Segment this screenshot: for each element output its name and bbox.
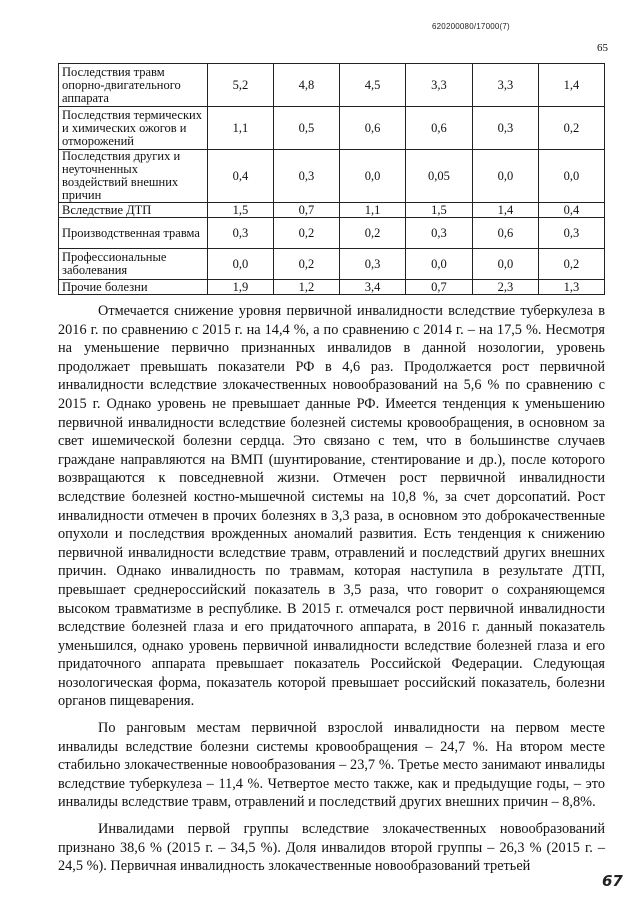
- table-cell: 0,0: [472, 150, 538, 203]
- table-cell: 0,3: [340, 249, 406, 280]
- table-row: [59, 218, 605, 249]
- table-cell: 0,6: [340, 107, 406, 150]
- table-cell: 3,3: [406, 64, 473, 107]
- row-label: Вследствие ДТП: [59, 203, 208, 218]
- table-cell: 0,0: [472, 249, 538, 280]
- table-row: [59, 280, 605, 295]
- table-cell: 0,0: [340, 150, 406, 203]
- table-cell: 0,4: [538, 203, 604, 218]
- table-cell: 0,0: [538, 150, 604, 203]
- table-cell: 1,9: [207, 280, 273, 295]
- table-cell: 3,3: [472, 64, 538, 107]
- table-cell: 0,2: [273, 218, 339, 249]
- table-cell: 3,4: [340, 280, 406, 295]
- table-cell: 0,3: [406, 218, 473, 249]
- table-cell: 0,2: [538, 249, 604, 280]
- row-label: Последствия травм опорно-двигательного аппарата: [59, 64, 208, 107]
- row-label: Последствия термических и химических ожогов и отморожений: [59, 107, 208, 150]
- paragraph-2: По ранговым местам первичной взрослой инвалидности на первом месте инвалиды вследствие болезни системы кровообращения – 24,7 %. На втором месте стабильно злокачественные новообразования – 23,7 %. Третье место занимают инвалиды вследствие туберкулеза – 11,4 %. Четвертое место также, как и предыдущие годы, – это инвалиды вследствие травм, отравлений и последствий других внешних причин – 8,8%.: [58, 720, 605, 811]
- paragraph-3: Инвалидами первой группы вследствие злокачественных новообразований признано 38,6 % (2015 г. – 34,5 %). Доля инвалидов второй группы – 26,3 % (2015 г. – 24,5 %). Первичная инвалидность злокачественные новообразований третьей: [58, 821, 605, 875]
- table-row: [59, 150, 605, 203]
- table-row: [59, 107, 605, 150]
- row-label: Профессиональные заболевания: [59, 249, 208, 280]
- table-cell: 1,3: [538, 280, 604, 295]
- table-cell: 1,5: [406, 203, 473, 218]
- table-cell: 0,7: [273, 203, 339, 218]
- row-label: Прочие болезни: [59, 280, 208, 295]
- table-cell: 1,4: [538, 64, 604, 107]
- table-row: [59, 249, 605, 280]
- table-cell: 0,7: [406, 280, 473, 295]
- table-cell: 0,3: [472, 107, 538, 150]
- table-cell: 0,3: [273, 150, 339, 203]
- table-cell: 0,2: [538, 107, 604, 150]
- table-cell: 0,6: [472, 218, 538, 249]
- table-cell: 0,2: [273, 249, 339, 280]
- table-cell: 1,1: [207, 107, 273, 150]
- paragraph-1: Отмечается снижение уровня первичной инвалидности вследствие туберкулеза в 2016 г. по сравнению с 2015 г. на 14,4 %, а по сравнению с 2014 г. – на 17,5 %. Несмотря на уменьшение первично признанных инвалидов в данной нозологии, уровень продолжает превышать показатели РФ в 4,6 раз. Продолжается рост первичной инвалидности вследствие злокачественных новообразований на 5,6 % по сравнению с 2015 г. Однако уровень не превышает данные РФ. Имеется тенденция к уменьшению первичной инвалидности вследствие болезней системы кровообращения, в основном за свет ишемической болезни сердца. Это связано с тем, что в большинстве случаев граждане направляются на ВМП (шунтирование, стентирование и др.), после которого возвращаются к повседневной жизни. Отмечен рост первичной инвалидности вследствие болезней костно-мышечной системы на 10,8 %, за счет дорсопатий. Рост инвалидности отмечен в прочих болезнях в 3,3 раза, в основном это доброкачественные опухоли и последствия врожденных аномалий развития. Есть тенденция к снижению первичной инвалидности вследствие травм, отравлений и последствий других внешних причин. Однако инвалидность по травмам, которая наступила в результате ДТП, превышает среднероссийский показатель в 3,5 раза, что говорит о сохраняющемся высоком травматизме в республике. В 2015 г. отмечался рост первичной инвалидности вследствие болезней глаза и его придаточного аппарата, в 2016 г. данный показатель уменьшился, однако уровень первичной инвалидности вследствие болезней глаза и его придаточного аппарата превышает показатель Российской Федерации. Следующая нозологическая форма, показатель которой превышает российский показатель, болезни органов пищеварения.: [58, 303, 605, 710]
- table-cell: 1,2: [273, 280, 339, 295]
- document-code: 620200080/17000(7): [432, 22, 510, 31]
- table-cell: 1,5: [207, 203, 273, 218]
- table-cell: 0,5: [273, 107, 339, 150]
- table-cell: 5,2: [207, 64, 273, 107]
- table-row: [59, 203, 605, 218]
- page-number: 65: [597, 42, 608, 54]
- body-text: [58, 302, 605, 884]
- table-cell: 1,4: [472, 203, 538, 218]
- table-cell: 4,8: [273, 64, 339, 107]
- row-label: Производственная травма: [59, 218, 208, 249]
- table-cell: 0,4: [207, 150, 273, 203]
- table-cell: 1,1: [340, 203, 406, 218]
- table-cell: 0,05: [406, 150, 473, 203]
- handwritten-page-mark: 67: [602, 872, 623, 890]
- disability-table: [58, 63, 605, 295]
- table-cell: 0,3: [207, 218, 273, 249]
- table-cell: 0,2: [340, 218, 406, 249]
- table-cell: 0,0: [207, 249, 273, 280]
- table-cell: 4,5: [340, 64, 406, 107]
- table-cell: 0,0: [406, 249, 473, 280]
- row-label: Последствия других и неуточненных воздействий внешних причин: [59, 150, 208, 203]
- table-cell: 2,3: [472, 280, 538, 295]
- table-row: [59, 64, 605, 107]
- table-cell: 0,6: [406, 107, 473, 150]
- table-cell: 0,3: [538, 218, 604, 249]
